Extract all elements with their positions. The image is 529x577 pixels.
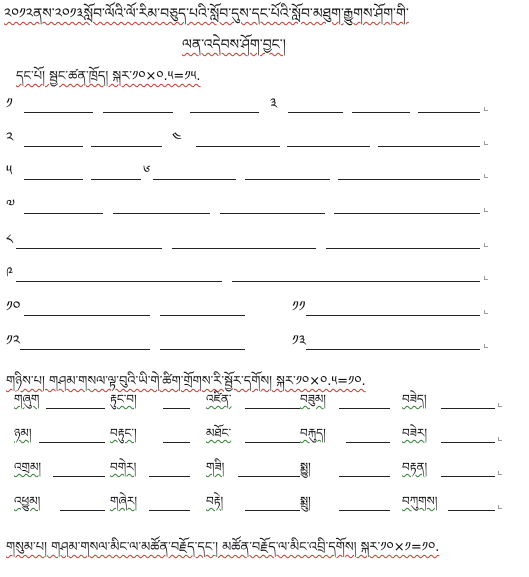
answer-blank[interactable] — [24, 213, 103, 214]
answer-blank[interactable] — [338, 179, 480, 180]
line-end-mark — [484, 174, 488, 178]
grid-word — [110, 494, 137, 508]
answer-blank[interactable] — [196, 146, 280, 147]
answer-blank[interactable] — [306, 315, 480, 316]
grid-blank[interactable] — [46, 408, 105, 409]
grid-blank[interactable] — [149, 510, 190, 511]
question-number: ༡ — [6, 96, 13, 112]
grid-word-text: བརྟན། — [402, 460, 428, 474]
answer-blank[interactable] — [352, 112, 410, 113]
answer-blank[interactable] — [153, 179, 236, 180]
grid-word-text: སྨྱུ། — [300, 460, 311, 474]
grid-word — [14, 494, 40, 508]
question-number: ༦ — [143, 163, 151, 179]
grid-word — [300, 426, 326, 440]
grid-word — [300, 494, 311, 508]
grid-word-text: འགྲམ། — [14, 460, 42, 474]
grid-word-text: བཟེད། — [402, 392, 427, 406]
answer-blank[interactable] — [418, 112, 480, 113]
line-end-mark — [484, 141, 488, 145]
section-1-heading: དང་པོ། སྦྱང་ཚན་ཁྲོད། སྐར་༡༠×༠.༥=༡༥. — [16, 69, 201, 84]
grid-blank[interactable] — [245, 408, 300, 409]
line-end-mark — [498, 471, 502, 475]
grid-blank[interactable] — [339, 476, 390, 477]
title-line-1: ༢༠༡༢ནས་༢༠༡༣སློབ་ལོའི་ལོ་རིམ་བཅུད་པའི་སློབ་དུས་དང་པོའི་སློབ་མཐུག་རྒྱུགས་ཤོག་གི་ — [4, 6, 409, 22]
answer-blank[interactable] — [103, 112, 173, 113]
answer-blank[interactable] — [378, 146, 480, 147]
grid-word — [300, 460, 311, 474]
grid-word — [300, 392, 326, 406]
section-3-heading: གསུམ་པ། གཤམ་གསལ་མིང་ལ་མཚོན་བརྗོད་དང་། མཚོན་བརྗོད་ལ་མིང་འབྲི་དགོས། སྐར་༡༠×༡=༡༠. — [6, 540, 440, 555]
grid-blank[interactable] — [441, 476, 495, 477]
question-number: ༣ — [270, 96, 278, 112]
question-number: ༡༣ — [292, 333, 306, 349]
question-number: ༧ — [6, 197, 15, 213]
line-end-mark — [498, 403, 502, 407]
grid-blank[interactable] — [346, 442, 390, 443]
question-number: ༡༢ — [6, 333, 21, 349]
section-2-heading: གཉིས་པ། གཤམ་གསལ་ལྟ་བུའི་ཡི་གེ་ཚིག་གྲོགས་རི་སྦྱོར་དགོས། སྐར་༡༠×༠.༥=༡༠. — [6, 374, 366, 389]
grid-blank[interactable] — [245, 442, 300, 443]
grid-blank[interactable] — [245, 510, 300, 511]
grid-word-text: འཕྱུམ། — [14, 494, 41, 508]
line-end-mark — [484, 107, 488, 111]
grid-blank[interactable] — [441, 442, 495, 443]
grid-word — [110, 392, 137, 406]
answer-blank[interactable] — [232, 281, 480, 282]
answer-blank[interactable] — [24, 315, 150, 316]
line-end-mark — [484, 276, 488, 280]
grid-word — [402, 392, 427, 406]
answer-blank[interactable] — [91, 146, 162, 147]
line-end-mark — [498, 437, 502, 441]
answer-blank[interactable] — [245, 179, 330, 180]
answer-blank[interactable] — [113, 213, 210, 214]
title-line-2: ལན་འདེབས་ཤོག་བྱང་། — [182, 37, 286, 53]
grid-word — [206, 494, 223, 508]
line-end-mark — [484, 243, 488, 247]
grid-word — [14, 426, 32, 440]
grid-blank[interactable] — [53, 476, 105, 477]
question-number: ༢ — [6, 130, 14, 146]
line-end-mark — [484, 208, 488, 212]
question-number: ༤ — [172, 130, 182, 146]
grid-word-text: འཛིན་ — [206, 392, 232, 406]
grid-word — [402, 426, 427, 440]
grid-word-text: གཟི། — [206, 460, 225, 474]
answer-blank[interactable] — [220, 213, 325, 214]
answer-blank[interactable] — [172, 248, 316, 249]
question-number: ༡༠ — [6, 299, 21, 315]
grid-word — [206, 426, 231, 440]
answer-blank[interactable] — [16, 248, 162, 249]
answer-blank[interactable] — [190, 112, 259, 113]
line-end-mark — [498, 505, 502, 509]
question-number: ༨ — [6, 232, 14, 248]
answer-blank[interactable] — [20, 349, 150, 350]
answer-blank[interactable] — [326, 248, 480, 249]
grid-word-text: བཀུགས། — [402, 494, 438, 508]
answer-blank[interactable] — [306, 349, 480, 350]
answer-blank[interactable] — [16, 281, 222, 282]
answer-blank[interactable] — [334, 213, 480, 214]
answer-blank[interactable] — [24, 112, 93, 113]
grid-word-text: སྨྲུ། — [300, 494, 311, 508]
answer-blank[interactable] — [91, 179, 141, 180]
grid-word-text: མཐོང་ — [206, 426, 232, 440]
grid-blank[interactable] — [339, 510, 390, 511]
grid-word — [402, 494, 437, 508]
grid-word — [110, 460, 136, 474]
grid-word-text: གཞེར། — [110, 494, 137, 508]
grid-word-text: ཉམ། — [14, 426, 32, 440]
grid-word — [14, 392, 39, 406]
grid-blank[interactable] — [163, 442, 190, 443]
grid-word — [206, 392, 231, 406]
grid-word-text: བཟེར། — [402, 426, 428, 440]
grid-word — [402, 460, 427, 474]
grid-blank[interactable] — [441, 408, 495, 409]
grid-blank[interactable] — [60, 510, 105, 511]
answer-blank[interactable] — [160, 315, 245, 316]
question-number: ༥ — [6, 163, 13, 179]
answer-blank[interactable] — [160, 349, 245, 350]
grid-blank[interactable] — [39, 442, 105, 443]
grid-word-text: བརྐུད། — [300, 426, 326, 440]
grid-blank[interactable] — [339, 408, 390, 409]
question-number: ༡༡ — [292, 299, 306, 315]
line-end-mark — [484, 344, 488, 348]
grid-word-text: གཞུག — [14, 392, 40, 406]
grid-word-text: བརྟུང་། — [110, 426, 137, 440]
grid-word-text: བགེར། — [110, 460, 137, 474]
grid-word — [14, 460, 41, 474]
grid-word — [110, 426, 137, 440]
grid-word-text: རྟུང་བ། — [110, 392, 137, 406]
grid-word — [206, 460, 224, 474]
grid-word-text: བརྟེ། — [206, 494, 224, 508]
answer-blank[interactable] — [288, 112, 343, 113]
answer-blank[interactable] — [287, 146, 370, 147]
grid-blank[interactable] — [149, 476, 190, 477]
answer-blank[interactable] — [24, 146, 83, 147]
grid-blank[interactable] — [163, 408, 190, 409]
line-end-mark — [484, 310, 488, 314]
question-number: ༩ — [6, 265, 14, 281]
grid-blank[interactable] — [448, 510, 495, 511]
answer-blank[interactable] — [24, 179, 83, 180]
grid-blank[interactable] — [238, 476, 300, 477]
grid-word-text: བཟུམ། — [300, 392, 326, 406]
